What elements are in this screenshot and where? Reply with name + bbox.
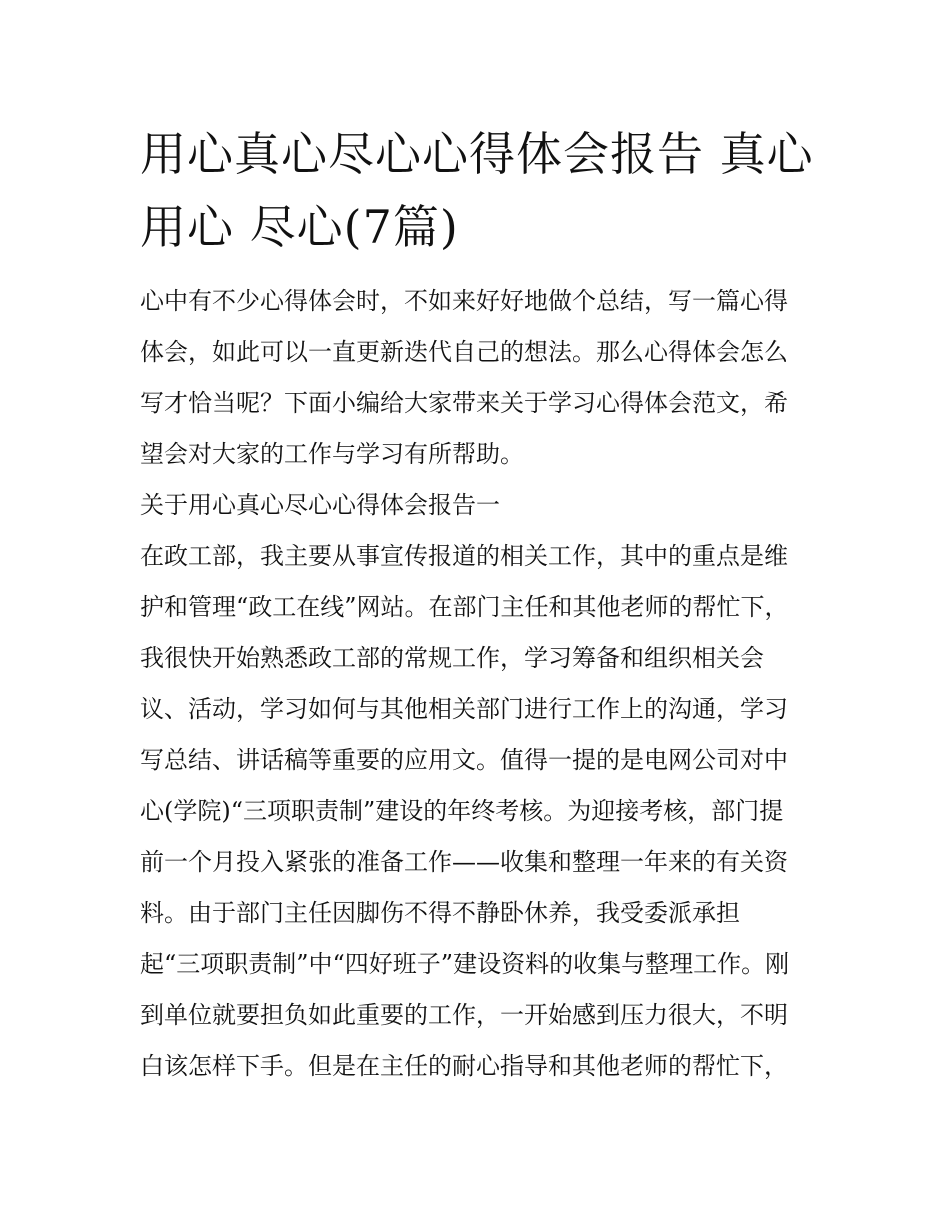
body-line: 前一个月投入紧张的准备工作——收集和整理一年来的有关资: [140, 848, 788, 876]
body-line: 起“三项职责制”中“四好班子”建设资料的收集与整理工作。刚: [140, 950, 790, 978]
body-line: 料。由于部门主任因脚伤不得不静卧休养，我受委派承担: [140, 899, 740, 927]
intro-line: 写才恰当呢？下面小编给大家带来关于学习心得体会范文，希: [140, 389, 788, 417]
body-line: 我很快开始熟悉政工部的常规工作，学习筹备和组织相关会: [140, 644, 764, 672]
document-title: 用心真心尽心心得体会报告 真心 用心 尽心(7篇): [140, 127, 814, 254]
section-heading: 关于用心真心尽心心得体会报告一: [140, 491, 500, 519]
document-body: [140, 276, 820, 1092]
body-line: 白该怎样下手。但是在主任的耐心指导和其他老师的帮忙下，: [140, 1052, 788, 1080]
body-line: 议、活动，学习如何与其他相关部门进行工作上的沟通，学习: [140, 695, 788, 723]
intro-line: 体会，如此可以一直更新迭代自己的想法。那么心得体会怎么: [140, 338, 788, 366]
intro-line: 心中有不少心得体会时，不如来好好地做个总结，写一篇心得: [140, 287, 788, 315]
body-line: 心(学院)“三项职责制”建设的年终考核。为迎接考核，部门提: [140, 797, 784, 825]
intro-line: 望会对大家的工作与学习有所帮助。: [140, 440, 524, 468]
body-line: 到单位就要担负如此重要的工作，一开始感到压力很大，不明: [140, 1001, 788, 1029]
body-line: 在政工部，我主要从事宣传报道的相关工作，其中的重点是维: [140, 542, 788, 570]
body-line: 护和管理“政工在线”网站。在部门主任和其他老师的帮忙下，: [140, 593, 789, 621]
body-line: 写总结、讲话稿等重要的应用文。值得一提的是电网公司对中: [140, 746, 788, 774]
